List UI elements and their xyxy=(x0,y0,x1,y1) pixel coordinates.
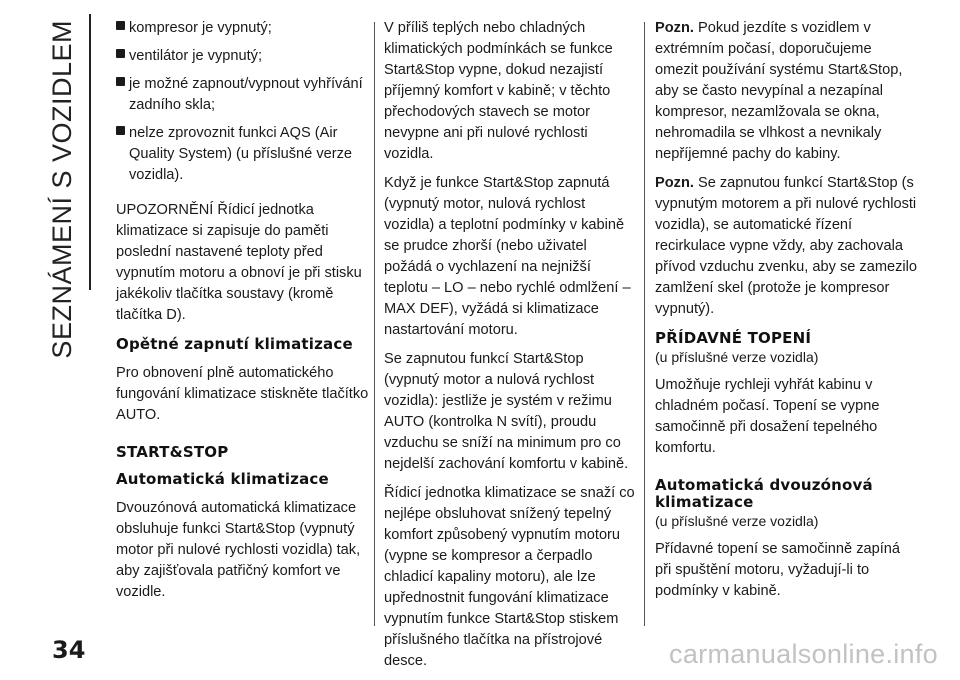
watermark: carmanualsonline.info xyxy=(669,639,938,669)
note-label: Pozn. xyxy=(655,175,694,191)
heading-auto-climate: Automatická klimatizace xyxy=(116,470,329,488)
heading-dual-zone-climate: Automatická dvouzónová klimatizace xyxy=(655,476,873,511)
warning-paragraph: UPOZORNĚNÍ Řídicí jednotka klimatizace si zapisuje do paměti poslední nastavené teploty před vypnutím motoru a obnoví je při stisku jakékoliv tlačítka soustavy (kromě tlačítka D). xyxy=(116,202,362,323)
list-item: ventilátor je vypnutý; xyxy=(116,46,370,67)
section-title-rule xyxy=(89,14,91,290)
heading-subtitle: (u příslušné verze vozidla) xyxy=(655,349,819,365)
bullet-list xyxy=(116,18,370,186)
column-3 xyxy=(655,18,917,610)
heading-subtitle: (u příslušné verze vozidla) xyxy=(655,513,819,529)
note-label: Pozn. xyxy=(655,20,694,36)
bullet-square-icon xyxy=(116,21,125,30)
restart-paragraph: Pro obnovení plně automatického fungování klimatizace stiskněte tlačítko AUTO. xyxy=(116,365,369,423)
bullet-square-icon xyxy=(116,126,125,135)
list-item: nelze zprovoznit funkci AQS (Air Quality System) (u příslušné verze vozidla). xyxy=(116,123,370,186)
list-item: kompresor je vypnutý; xyxy=(116,18,370,39)
heading-start-stop: START&STOP xyxy=(116,443,229,461)
dual-paragraph: Přídavné topení se samočinně zapíná při spuštění motoru, vyžadují-li to podmínky v kabině. xyxy=(655,541,901,599)
paragraph: V příliš teplých nebo chladných klimatických podmínkách se funkce Start&Stop vypne, dokud nezajistí příjemný komfort v kabině; v těchto přechodových stavech se motor nevypne ani při nulové rychlosti vozidla. xyxy=(384,20,613,162)
auto-climate-paragraph: Dvouzónová automatická klimatizace obsluhuje funkci Start&Stop (vypnutý motor při nulové rychlosti vozidla) tak, aby zajišťovala patřičný komfort ve vozidle. xyxy=(116,500,361,600)
section-title-text: SEZNÁMENÍ S VOZIDLEM xyxy=(47,20,77,359)
column-divider xyxy=(374,22,375,626)
heading-auxiliary-heater: PŘÍDAVNÉ TOPENÍ xyxy=(655,329,812,347)
column-1 xyxy=(116,18,370,611)
note-paragraph: Pozn. Pokud jezdíte s vozidlem v extrémním počasí, doporučujeme omezit používání systému Start&Stop, aby se často nevypínal a nezapínal kompresor, nezamlžovala se okna, nehromadila se vlhkost a nevnikaly nepříjemné pachy do kabiny. xyxy=(655,20,903,162)
page-number: 34 xyxy=(52,636,86,664)
heater-paragraph: Umožňuje rychleji vyhřát kabinu v chladném počasí. Topení se vypne samočinně při dosažení tepelného komfortu. xyxy=(655,377,880,456)
paragraph: Když je funkce Start&Stop zapnutá (vypnutý motor, nulová rychlost vozidla) a teplotní podmínky v kabině se prudce zhorší (nebo uživatel požádá o vychlazení na nejnižší teplotu – LO – nebo rychlé odmlžení – MAX DEF), vyžádá si klimatizace nastartování motoru. xyxy=(384,175,631,338)
heading-restart-climate: Opětné zapnutí klimatizace xyxy=(116,335,353,353)
paragraph: Se zapnutou funkcí Start&Stop (vypnutý motor a nulová rychlost vozidla): jestliže je systém v režimu AUTO (kontrolka N svítí), proudu vzduchu se sníží na minimum pro co nejdelší zachování komfortu v kabině. xyxy=(384,351,629,472)
note-paragraph: Pozn. Se zapnutou funkcí Start&Stop (s vypnutým motorem a při nulové rychlosti vozidla), se automatické řízení recirkulace vypne vždy, aby zachovala přívod vzduchu zvenku, aby se zamezilo zamlžení skel (protože je kompresor vypnutý). xyxy=(655,175,918,317)
column-2 xyxy=(384,18,638,680)
section-title xyxy=(47,20,103,359)
column-divider xyxy=(644,22,645,626)
list-item: je možné zapnout/vypnout vyhřívání zadního skla; xyxy=(116,74,370,116)
bullet-square-icon xyxy=(116,77,125,86)
bullet-square-icon xyxy=(116,49,125,58)
paragraph: Řídicí jednotka klimatizace se snaží co nejlépe obsluhovat snížený tepelný komfort způsobený vypnutím motoru (vypne se kompresor a čerpadlo chladicí kapaliny motoru), ale lze upřednostnit fungování klimatizace vypnutím funkce Start&Stop stiskem příslušného tlačítka na přístrojové desce. xyxy=(384,485,635,669)
